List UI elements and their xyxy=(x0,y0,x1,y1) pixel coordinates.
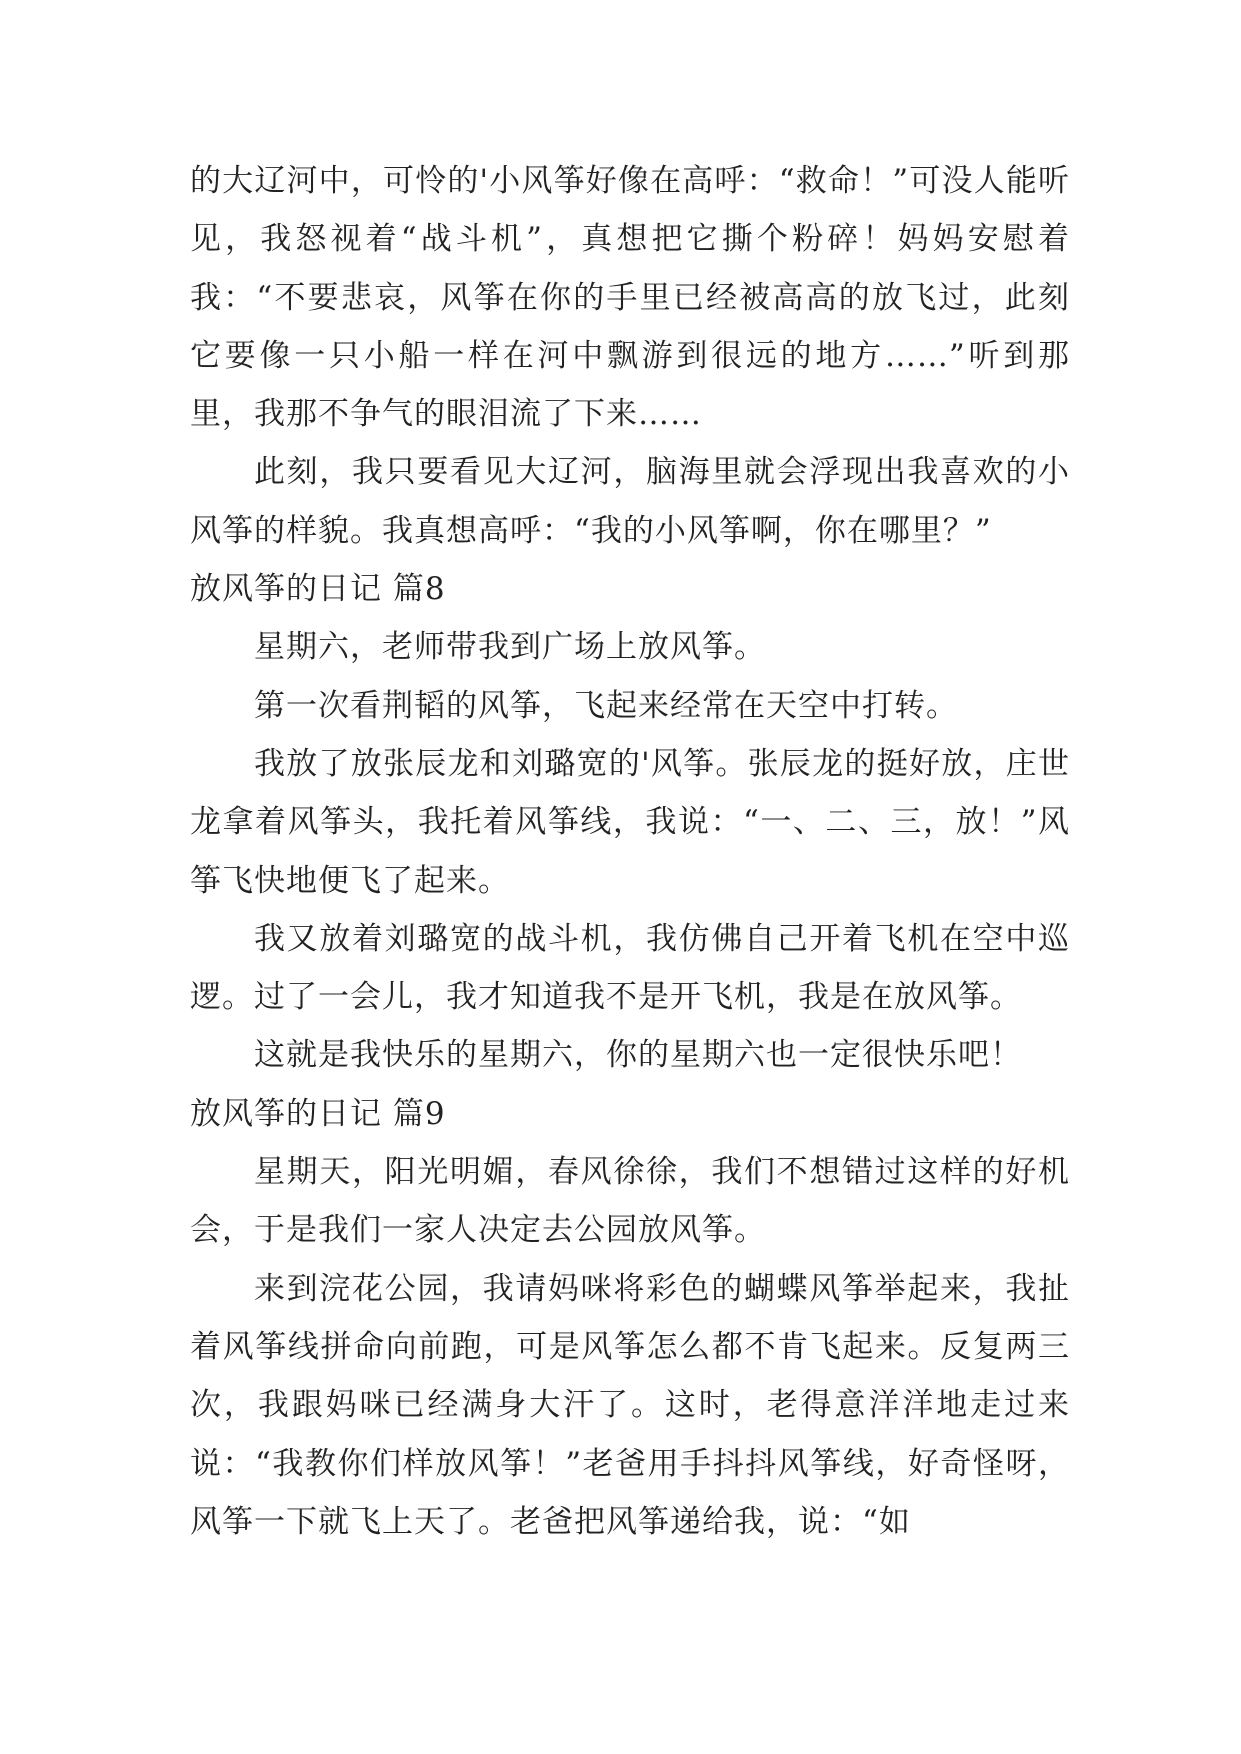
paragraph: 我放了放张辰龙和刘璐宽的'风筝。张辰龙的挺好放，庄世龙拿着风筝头，我托着风筝线，我说：“一、二、三，放！”风筝飞快地便飞了起来。 xyxy=(190,745,1070,899)
paragraph: 的大辽河中，可怜的'小风筝好像在高呼：“救命！”可没人能听见，我怒视着“战斗机”，真想把它撕个粉碎！妈妈安慰着我：“不要悲哀，风筝在你的手里已经被高高的放飞过，此刻它要像一只小船一样在河中飘游到很远的地方……”听到那里，我那不争气的眼泪流了下来…… xyxy=(190,163,1070,433)
paragraph: 此刻，我只要看见大辽河，脑海里就会浮现出我喜欢的小风筝的样貌。我真想高呼：“我的小风筝啊，你在哪里？” xyxy=(190,454,1070,549)
paragraph: 星期六，老师带我到广场上放风筝。 xyxy=(254,629,766,666)
paragraph: 来到浣花公园，我请妈咪将彩色的蝴蝶风筝举起来，我扯着风筝线拼命向前跑，可是风筝怎么都不肯飞起来。反复两三次，我跟妈咪已经满身大汗了。这时，老得意洋洋地走过来说：“我教你们样放风筝！”老爸用手抖抖风筝线，好奇怪呀，风筝一下就飞上天了。老爸把风筝递给我，说：“如 xyxy=(190,1270,1070,1540)
paragraph: 第一次看荆韬的风筝，飞起来经常在天空中打转。 xyxy=(254,687,958,724)
document-body xyxy=(190,152,1070,1551)
paragraph: 这就是我快乐的星期六，你的星期六也一定很快乐吧！ xyxy=(254,1037,1022,1074)
section-heading: 放风筝的日记 篇8 xyxy=(190,571,446,608)
paragraph: 我又放着刘璐宽的战斗机，我仿佛自己开着飞机在空中巡逻。过了一会儿，我才知道我不是开飞机，我是在放风筝。 xyxy=(190,920,1070,1016)
paragraph: 星期天，阳光明媚，春风徐徐，我们不想错过这样的好机会，于是我们一家人决定去公园放风筝。 xyxy=(190,1154,1070,1249)
section-heading: 放风筝的日记 篇9 xyxy=(190,1095,446,1132)
